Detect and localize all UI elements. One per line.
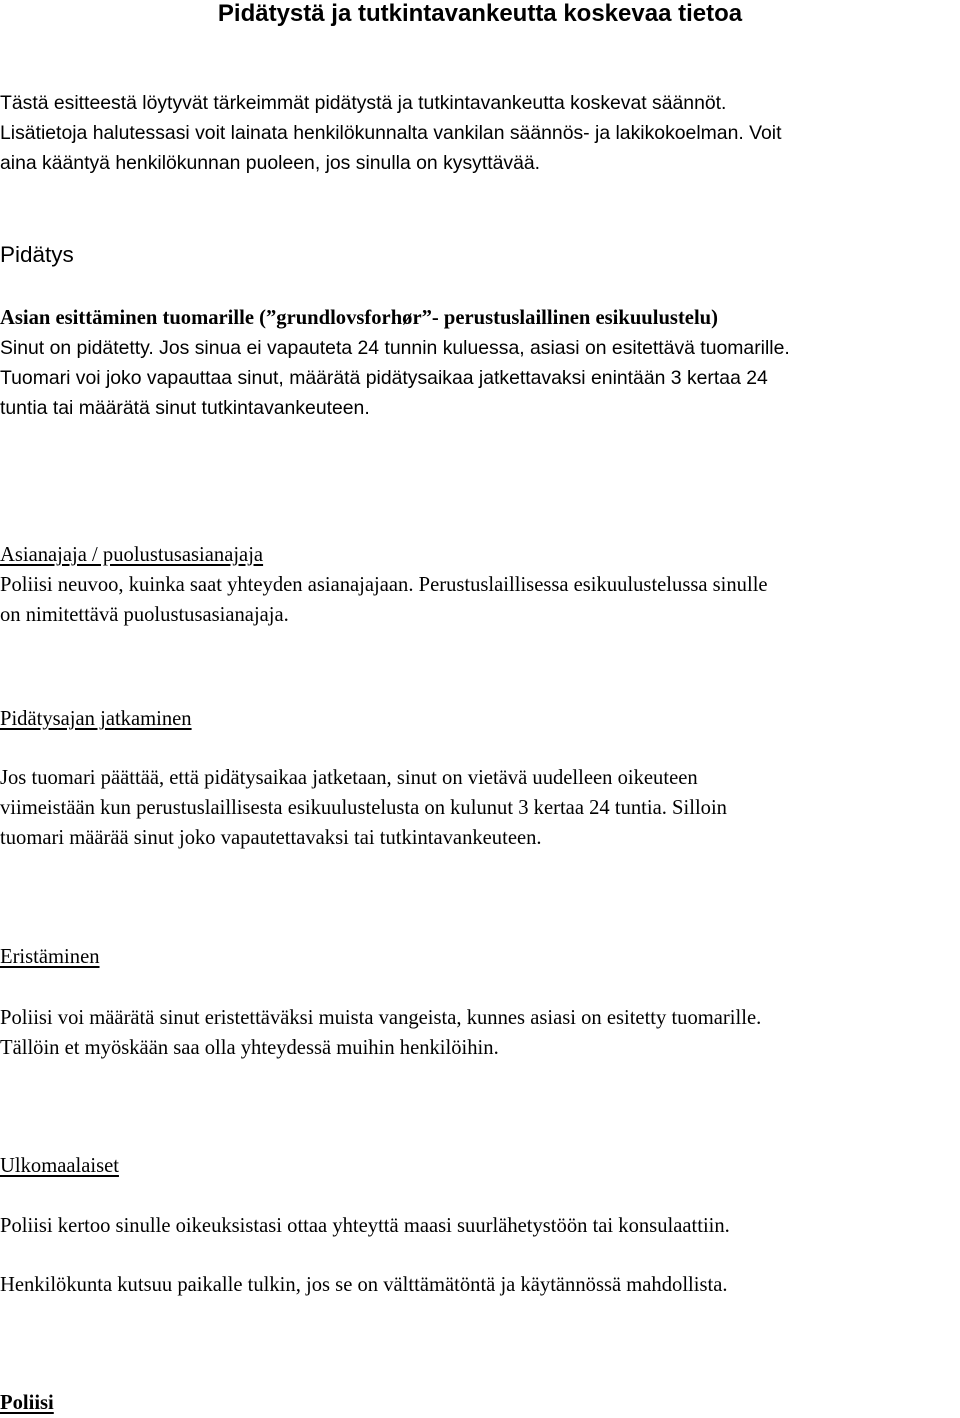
section-heading-ulkomaalaiset: Ulkomaalaiset — [0, 1155, 119, 1177]
jatkaminen-paragraph — [0, 763, 960, 853]
pidatys-line: Tuomari voi joko vapauttaa sinut, määrätä pidätysaikaa jatkettavaksi enintään 3 kertaa 24 — [0, 367, 768, 389]
ulkomaalaiset-paragraph-1 — [0, 1211, 960, 1241]
subheading-grundlovsforhor: Asian esittäminen tuomarille (”grundlovsforhør”- perustuslaillinen esikuulustelu) — [0, 307, 718, 329]
asianajaja-line: on nimitettävä puolustusasianajaja. — [0, 604, 289, 626]
eristaminen-line: Tällöin et myöskään saa olla yhteydessä muihin henkilöihin. — [0, 1037, 499, 1059]
asianajaja-paragraph — [0, 570, 960, 630]
document-title: Pidätystä ja tutkintavankeutta koskevaa tietoa — [217, 0, 743, 27]
pidatys-paragraph — [0, 333, 960, 423]
jatkaminen-line: tuomari määrää sinut joko vapautettavaksi tai tutkintavankeuteen. — [0, 827, 542, 849]
ulkomaalaiset-paragraph-2 — [0, 1270, 960, 1300]
section-heading-asianajaja: Asianajaja / puolustusasianajaja — [0, 544, 264, 566]
eristaminen-line: Poliisi voi määrätä sinut eristettäväksi muista vangeista, kunnes asiasi on esitetty tuomarille. — [0, 1007, 762, 1029]
jatkaminen-line: Jos tuomari päättää, että pidätysaikaa jatketaan, sinut on vietävä uudelleen oikeuteen — [0, 767, 698, 789]
section-heading-jatkaminen: Pidätysajan jatkaminen — [0, 708, 192, 730]
pidatys-line: Sinut on pidätetty. Jos sinua ei vapauteta 24 tunnin kuluessa, asiasi on esitettävä tuomarille. — [0, 337, 790, 359]
intro-line: Lisätietoja halutessasi voit lainata henkilökunnalta vankilan säännös- ja lakikokoelman. Voit — [0, 122, 782, 144]
section-heading-poliisi: Poliisi — [0, 1392, 54, 1414]
section-heading-eristaminen: Eristäminen — [0, 946, 100, 968]
pidatys-line: tuntia tai määrätä sinut tutkintavankeuteen. — [0, 397, 370, 419]
intro-line: Tästä esitteestä löytyvät tärkeimmät pidätystä ja tutkintavankeutta koskevat säännöt. — [0, 92, 727, 114]
intro-paragraph — [0, 88, 960, 178]
eristaminen-paragraph — [0, 1003, 960, 1063]
intro-line: aina kääntyä henkilökunnan puoleen, jos sinulla on kysyttävää. — [0, 152, 541, 174]
jatkaminen-line: viimeistään kun perustuslaillisesta esikuulustelusta on kulunut 3 kertaa 24 tuntia. Silloin — [0, 797, 727, 819]
ulkomaalaiset-line: Poliisi kertoo sinulle oikeuksistasi ottaa yhteyttä maasi suurlähetystöön tai konsulaattiin. — [0, 1215, 730, 1237]
asianajaja-line: Poliisi neuvoo, kuinka saat yhteyden asianajajaan. Perustuslaillisessa esikuulustelussa sinulle — [0, 574, 768, 596]
ulkomaalaiset-line: Henkilökunta kutsuu paikalle tulkin, jos se on välttämätöntä ja käytännössä mahdollista. — [0, 1274, 728, 1296]
section-heading-pidatys: Pidätys — [0, 242, 74, 267]
